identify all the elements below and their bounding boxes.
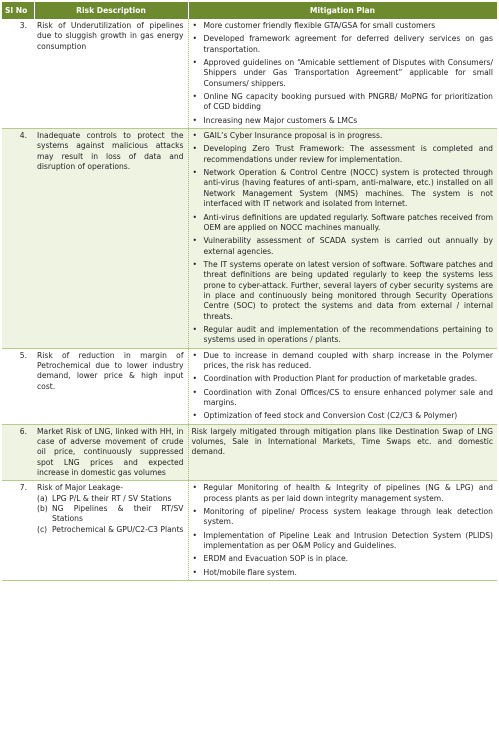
risk-description: Inadequate controls to protect the systems against malicious attacks may result in loss of data and disruption of operations.	[34, 129, 188, 349]
mitigation-plan	[188, 129, 497, 349]
table-row	[2, 19, 497, 129]
risk-description	[34, 481, 188, 581]
row-sl-no: 5.	[2, 348, 34, 424]
mitigation-item: • Hot/mobile flare system.	[192, 567, 297, 577]
mitigation-item: • GAIL’s Cyber Insurance proposal is in progress.	[192, 131, 383, 141]
mitigation-item: • ERDM and Evacuation SOP is in place.	[192, 554, 349, 564]
mitigation-item: • Online NG capacity booking pursued with PNGRB/ MoPNG for prioritization of CGD bidding	[192, 92, 493, 112]
mitigation-item: • Regular audit and implementation of the recommendations pertaining to systems used in operations / plants.	[192, 324, 493, 345]
risk-heading: Risk of Major Leakage-	[37, 483, 123, 493]
table-row	[2, 424, 497, 481]
mitigation-item: • Optimization of feed stock and Conversion Cost (C2/C3 & Polymer)	[192, 411, 458, 421]
risk-sub-item: (c) Petrochemical & GPU/C2-C3 Plants	[37, 524, 184, 534]
mitigation-plan	[188, 348, 497, 424]
risk-description: Risk of Underutilization of pipelines due to sluggish growth in gas energy consumption	[34, 19, 188, 129]
mitigation-item: • Regular Monitoring of health & Integrity of pipelines (NG & LPG) and process plants as per laid down integrity management system.	[192, 483, 493, 503]
risk-description: Market Risk of LNG, linked with HH, in case of adverse movement of crude oil price, continuously suppressed spot LNG prices and expected increase in domestic gas volumes	[34, 424, 188, 481]
row-sl-no: 4.	[2, 129, 34, 349]
mitigation-item: • Network Operation & Control Centre (NOCC) system is protected through anti-virus (having features of anti-spam, anti-malware, etc.) installed on all Network Management System (NMS) machines. The system is not interfaced with IT network and isolated from Internet.	[192, 168, 493, 209]
mitigation-item: • More customer friendly flexible GTA/GSA for small customers	[192, 21, 436, 30]
mitigation-item: • Due to increase in demand coupled with sharp increase in the Polymer prices, the risk has reduced.	[192, 350, 493, 370]
header-mitigation-plan: Mitigation Plan	[188, 2, 497, 19]
mitigation-item: • Coordination with Zonal Offices/CS to ensure enhanced polymer sale and margins.	[192, 387, 493, 407]
risk-sub-item: (a) LPG P/L & their RT / SV Stations	[37, 493, 172, 503]
risk-description: Risk of reduction in margin of Petrochemical due to lower industry demand, lower price & high input cost.	[34, 348, 188, 424]
mitigation-item: • Monitoring of pipeline/ Process system leakage through leak detection system.	[192, 507, 493, 527]
header-sl-no: Sl No	[2, 2, 34, 19]
row-sl-no: 6.	[2, 424, 34, 481]
mitigation-plan	[188, 481, 497, 581]
mitigation-item: • Anti-virus definitions are updated regularly. Software patches received from OEM are applied on NOCC machines manually.	[192, 212, 493, 232]
row-sl-no: 3.	[2, 19, 34, 129]
mitigation-item: • Coordination with Production Plant for production of marketable grades.	[192, 374, 478, 384]
mitigation-item: • Approved guidelines on “Amicable settlement of Disputes with Consumers/ Shippers under Gas Transportation Agreement” applicable for small Consumers/ shippers.	[192, 58, 493, 88]
header-risk-description: Risk Description	[34, 2, 188, 19]
mitigation-item: • Developed framework agreement for deferred delivery services on gas transportation.	[192, 34, 493, 54]
table-row	[2, 129, 497, 349]
table-header-row	[2, 2, 497, 19]
mitigation-plan	[188, 19, 497, 129]
row-sl-no: 7.	[2, 481, 34, 581]
mitigation-plan	[188, 424, 497, 481]
risk-sub-item: (b) NG Pipelines & their RT/SV Stations	[37, 504, 184, 524]
table-row	[2, 348, 497, 424]
mitigation-item: • Increasing new Major customers & LMCs	[192, 115, 358, 125]
risk-mitigation-table	[2, 2, 498, 581]
mitigation-item: • Vulnerability assessment of SCADA system is carried out annually by external agencies.	[192, 236, 493, 256]
table-row	[2, 481, 497, 581]
mitigation-item: • Implementation of Pipeline Leak and Intrusion Detection System (PLIDS) implementation as per O&M Policy and Guidelines.	[192, 530, 493, 551]
mitigation-item: • Developing Zero Trust Framework: The assessment is completed and recommendations under review for implementation.	[192, 144, 493, 164]
mitigation-item: • The IT systems operate on latest version of software. Software patches and threat definitions are being updated regularly to keep the systems less prone to cyber-attack. Further, several layers of cyber security systems are in place and continuously being monitored through Security Operations Centre (SOC) to protect the systems and data from external / internal threats.	[192, 259, 493, 321]
mitigation-text: Risk largely mitigated through mitigation plans like Destination Swap of LNG volumes, Sale in International Markets, Time Swaps etc. and domestic demand.	[191, 426, 493, 457]
